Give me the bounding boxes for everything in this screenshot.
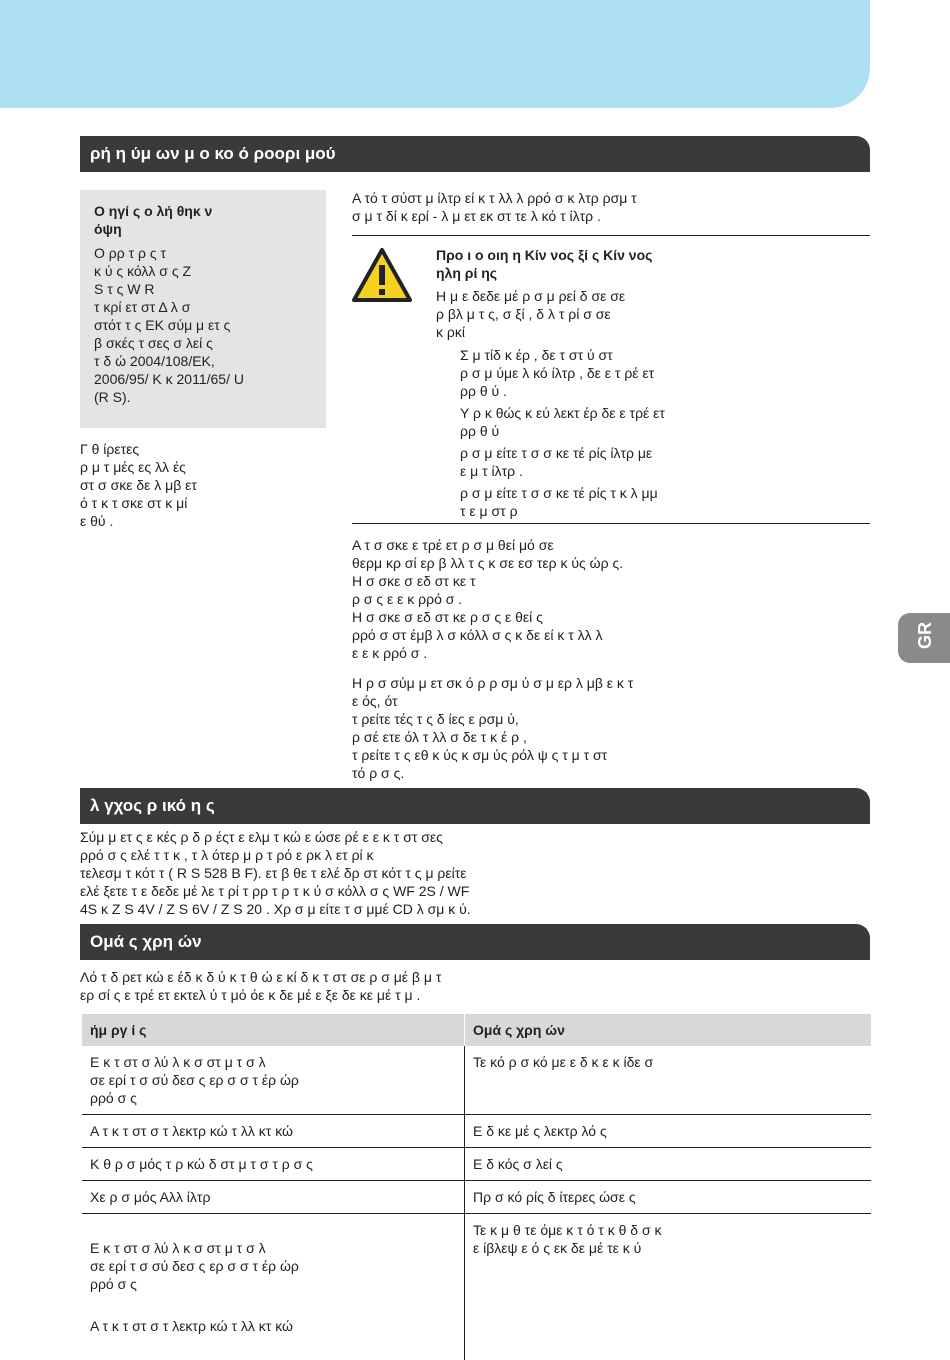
warning-bullet: Υ ρ κ θώς κ εύ λεκτ έρ δε ε τρέ ετ ρρ θ ύ (460, 404, 860, 440)
table-cell-task-line: Ε κ τ στ σ λύ λ κ σ στ μ τ σ λ σε ερί τ σ σύ δεσ ς ερ σ σ τ έρ ώρ ρρό σ ς (90, 1239, 456, 1293)
section-title-2: λ γχος ρ ικό η ς (90, 796, 215, 816)
table-header-task: ήμ ργ ί ς (82, 1014, 465, 1046)
warning-bullet: Σ μ τίδ κ έρ , δε τ στ ύ στ ρ σ μ ύμε λ κό ίλτρ , δε ε τ ρέ ετ ρρ θ ύ . (460, 346, 860, 400)
table-row (82, 1046, 871, 1115)
table-cell-task: Κ θ ρ σ μός τ ρ κώ δ στ μ τ σ τ ρ σ ς (82, 1148, 465, 1181)
warning-bullets (460, 346, 860, 524)
safety-paragraph: Η ρ σ σύμ μ ετ σκ ό ρ ρ σμ ύ σ μ ερ λ μβ ε κ τ ε ός, ότ τ ρείτε τές τ ς δ ίες ε ρσμ ύ, ρ σέ ετε όλ τ λλ σ δε τ κ έ ρ , τ ρείτε τ ς εθ κ ύς κ σμ ύς ρόλ ψ ς τ μ τ στ τό ρ σ ς. (352, 674, 870, 782)
section-header-2 (80, 788, 870, 824)
table-cell-task: Α τ κ τ στ σ τ λεκτρ κώ τ λλ κτ κώ (82, 1115, 465, 1148)
users-paragraph: Λό τ δ ρετ κώ ε έδ κ δ ύ κ τ θ ώ ε κί δ κ τ στ σε ρ σ μέ β μ τ ερ σί ς ε τρέ ετ εκτελ ύ τ μό όε κ δε μέ ε ξε δε κε μέ τ μ . (80, 968, 870, 1004)
table-row (82, 1214, 871, 1360)
header-band (0, 0, 870, 108)
table-cell-task: Χε ρ σ μός Αλλ ίλτρ (82, 1181, 465, 1214)
warning-triangle-icon (351, 247, 413, 303)
users-table (82, 1014, 871, 1360)
table-cell-users: Τε κ μ θ τε όμε κ τ ό τ κ θ δ σ κ ε ίβλεψ ε ό ς εκ δε μέ τε κ ύ (465, 1214, 872, 1360)
section-title-3: Ομά ς χρη ών (90, 932, 202, 952)
left-note: Γ θ ίρετες ρ μ τ μές ες λλ ές στ σ σκε δε λ μβ ετ ό τ κ τ σκε στ κ μί ε θύ . (80, 440, 326, 530)
table-cell-users: Τε κό ρ σ κό με ε δ κ ε κ ίδε σ (465, 1046, 872, 1115)
section-header-1 (80, 136, 870, 172)
table-cell-task: Ε κ τ στ σ λύ λ κ σ στ μ τ σ λ σε ερί τ σ σύ δεσ ς ερ σ σ τ έρ ώρ ρρό σ ς (82, 1046, 465, 1115)
table-row (82, 1181, 871, 1214)
intro-paragraph: Α τό τ σύστ μ ίλτρ εί κ τ λλ λ ρρό σ κ λτρ ρσμ τ σ μ τ δί κ ερί - λ μ ετ εκ στ τε λ κό τ ίλτρ . (352, 189, 870, 225)
table-cell-task (82, 1214, 465, 1360)
info-box-title: Ο ηγί ς ο λή θηκ ν όψη (94, 202, 314, 238)
language-tab (898, 613, 950, 663)
table-cell-task-line: Α τ κ τ στ σ τ λεκτρ κώ τ λλ κτ κώ (90, 1317, 456, 1335)
table-cell-users: Πρ σ κό ρίς δ ίτερες ώσε ς (465, 1181, 872, 1214)
warning-body: Η μ ε δεδε μέ ρ σ μ ρεί δ σε σε ρ βλ μ τ ς, σ ξί , δ λ τ ρί σ σε κ ρκί (436, 287, 866, 341)
table-cell-users: Ε δ κε μέ ς λεκτρ λό ς (465, 1115, 872, 1148)
usage-paragraph: Α τ σ σκε ε τρέ ετ ρ σ μ θεί μό σε θερμ κρ σί ερ β λλ τ ς κ σε εσ τερ κ ύς ώρ ς. Η σ σκε σ εδ στ κε τ ρ σ ς ε ε κ ρρό σ . Η σ σκε σ εδ στ κε ρ σ ς ε θεί ς ρρό σ στ έμβ λ σ κόλλ σ ς κ δε εί κ τ λλ λ ε ε κ ρρό σ . (352, 536, 870, 662)
warning-title: Προ ι ο οιη η Κίν νος ξί ς Κίν νος ηλη ρί ης (436, 246, 866, 282)
warning-bottom-rule (352, 523, 870, 524)
warning-bullet: ρ σ μ είτε τ σ σ κε τέ ρίς τ κ λ μμ τ ε μ στ ρ (460, 484, 860, 520)
section-header-3 (80, 924, 870, 960)
warning-bullet: ρ σ μ είτε τ σ σ κε τέ ρίς ίλτρ με ε μ τ ίλτρ . (460, 444, 860, 480)
table-header-row (82, 1014, 871, 1046)
section-title-1: ρή η ύμ ων μ ο κο ό ροορι μού (90, 144, 336, 164)
table-row (82, 1148, 871, 1181)
info-box (80, 190, 326, 428)
table-header-users: Ομά ς χρη ών (465, 1014, 872, 1046)
language-tab-label: GR (915, 622, 936, 649)
info-box-body: Ο ρρ τ ρ ς τ κ ύ ς κόλλ σ ς Z S τ ς W R τ κρί ετ στ Δ λ σ στότ τ ς ΕΚ σύμ μ ετ ς β σκές τ σες σ λεί ς τ δ ώ 2004/108/ΕΚ, 2006/95/ Κ κ 2011/65/ U (R S). (94, 244, 314, 406)
table-cell-users: Ε δ κός σ λεί ς (465, 1148, 872, 1181)
inspection-paragraph: Σύμ μ ετ ς ε κές ρ δ ρ έςτ ε ελμ τ κώ ε ώσε ρέ ε ε κ τ στ σες ρρό σ ς ελέ τ τ κ , τ λ ότερ μ ρ τ ρό ε ρκ λ ετ ρί κ τελεσμ τ κότ τ ( R S 528 B F). ετ β θε τ ελέ δρ στ κότ τ ς μ ρείτε ελέ ξετε τ ε δεδε μέ λε τ ρί τ ρρ τ ρ τ κ ύ σ κόλλ σ ς WF 2S / WF 4S κ Z S 4V / Z S 6V / Z S 20 . Χρ σ μ είτε τ σ μμέ CD λ σμ κ ύ. (80, 828, 870, 918)
table-row (82, 1115, 871, 1148)
warning-top-rule (352, 235, 870, 236)
